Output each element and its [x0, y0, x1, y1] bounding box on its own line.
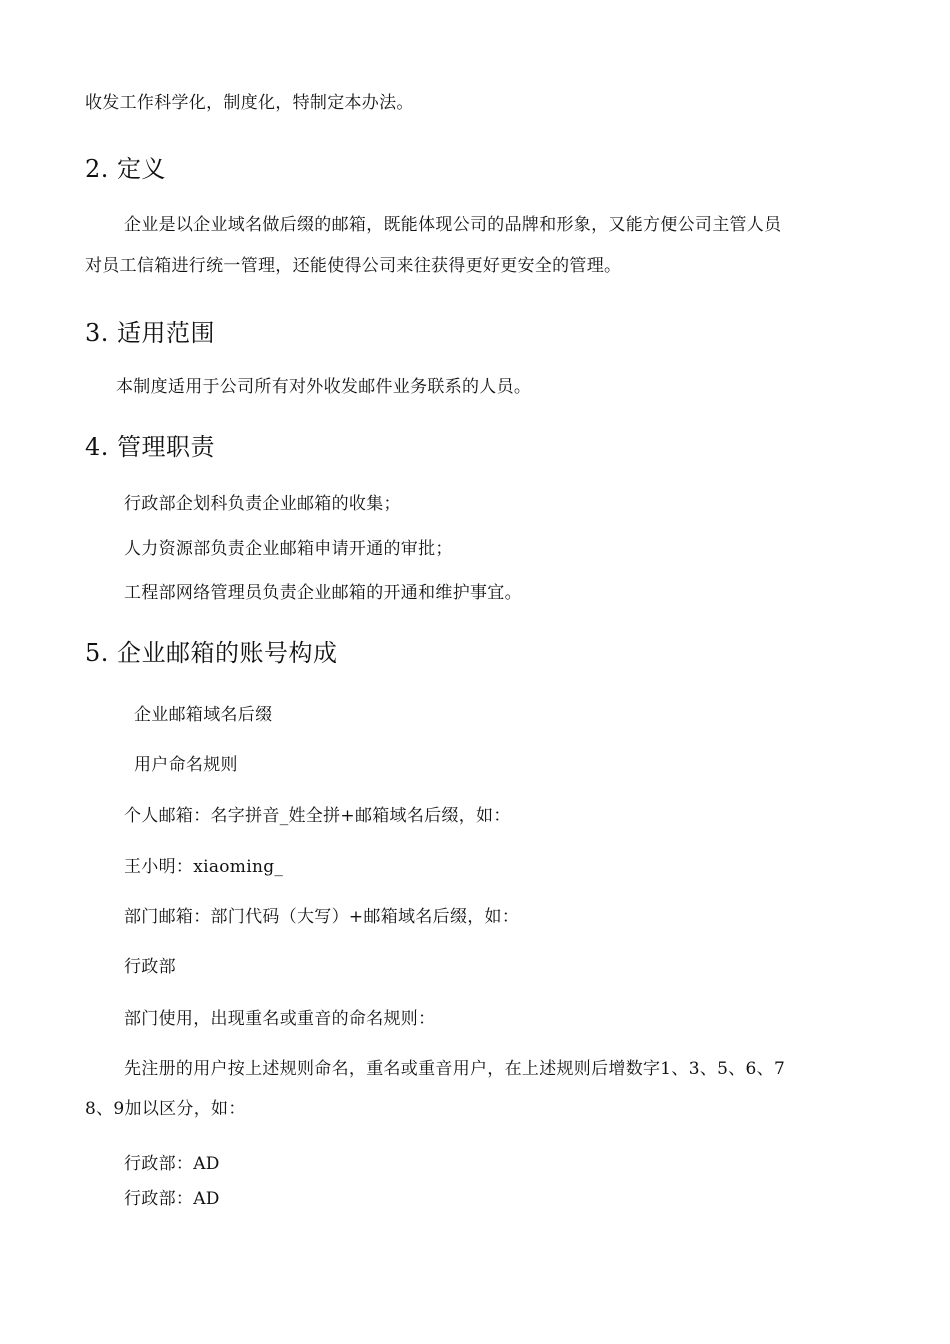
- section-5-line-8: 行政部：AD: [124, 1154, 220, 1174]
- section-3-heading: 3. 适用范围: [85, 319, 216, 347]
- section-2-paragraph-line-1: 企业是以企业域名做后缀的邮箱，既能体现公司的品牌和形象，又能方便公司主管人员: [124, 215, 782, 235]
- intro-tail-text: 收发工作科学化，制度化，特制定本办法。: [85, 93, 414, 113]
- section-2-paragraph-line-2: 对员工信箱进行统一管理，还能使得公司来往获得更好更安全的管理。: [85, 256, 622, 276]
- section-5-line-9: 行政部：AD: [124, 1189, 220, 1209]
- section-4-item-2: 人力资源部负责企业邮箱申请开通的审批；: [124, 539, 453, 559]
- section-5-line-4: 行政部: [124, 957, 176, 977]
- section-5-subheading-2: 用户命名规则: [134, 755, 238, 775]
- section-4-item-3: 工程部网络管理员负责企业邮箱的开通和维护事宜。: [124, 583, 522, 603]
- section-5-subheading-1: 企业邮箱域名后缀: [134, 705, 273, 725]
- section-5-line-3: 部门邮箱：部门代码（大写）+邮箱域名后缀，如：: [124, 907, 520, 927]
- section-5-line-5: 部门使用，出现重名或重音的命名规则：: [124, 1009, 436, 1029]
- section-5-line-1: 个人邮箱：名字拼音_姓全拼+邮箱域名后缀，如：: [124, 806, 511, 826]
- section-3-paragraph: 本制度适用于公司所有对外收发邮件业务联系的人员。: [116, 377, 532, 397]
- section-5-line-7: 8、9加以区分，如：: [85, 1099, 246, 1119]
- section-5-line-2: 王小明：xiaoming_: [124, 857, 284, 877]
- section-4-item-1: 行政部企划科负责企业邮箱的收集；: [124, 494, 401, 514]
- section-5-line-6: 先注册的用户按上述规则命名，重名或重音用户，在上述规则后增数字1、3、5、6、7: [124, 1059, 786, 1079]
- section-2-heading: 2. 定义: [85, 155, 167, 183]
- section-5-heading: 5. 企业邮箱的账号构成: [85, 639, 338, 667]
- section-4-heading: 4. 管理职责: [85, 433, 216, 461]
